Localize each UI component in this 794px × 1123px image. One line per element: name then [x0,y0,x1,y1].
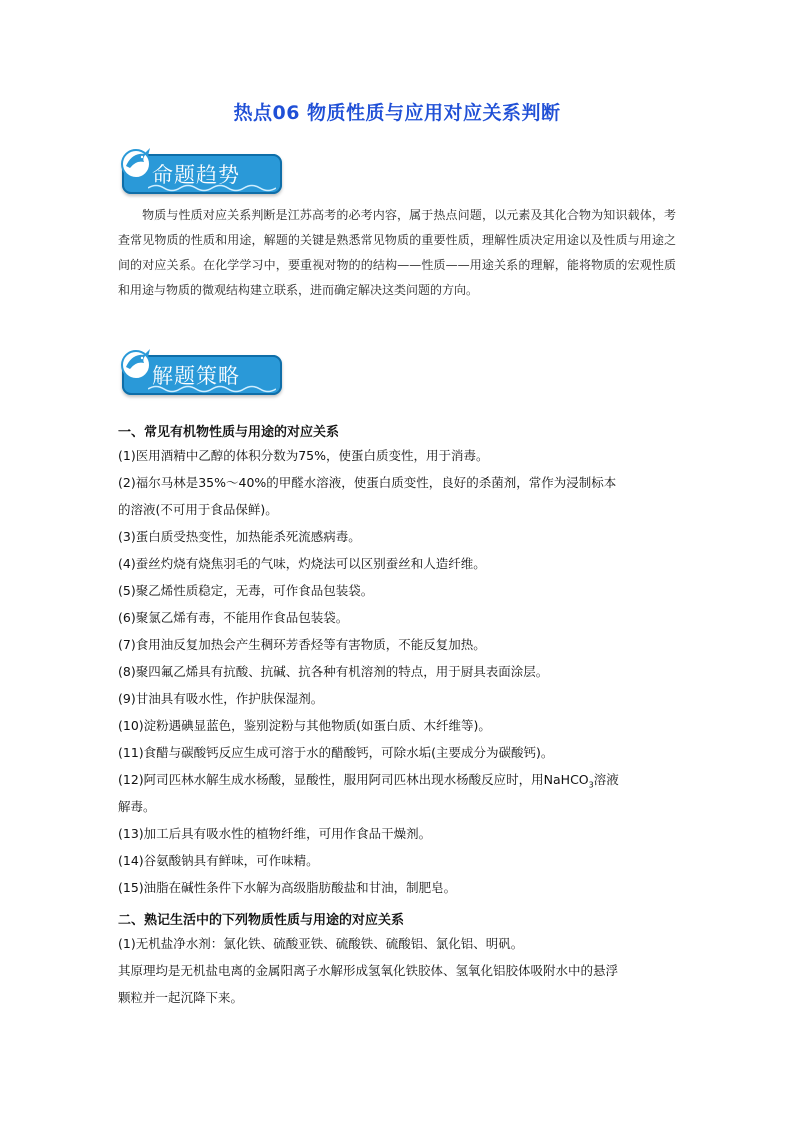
dolphin-icon [118,142,158,182]
list-item: (8)聚四氟乙烯具有抗酸、抗碱、抗各种有机溶剂的特点，用于厨具表面涂层。 [118,664,549,679]
section1-heading: 一、常见有机物性质与用途的对应关系 [118,425,340,440]
list-item: (4)蚕丝灼烧有烧焦羽毛的气味，灼烧法可以区别蚕丝和人造纤维。 [118,556,486,571]
list-item: (3)蛋白质受热变性，加热能杀死流感病毒。 [118,529,361,544]
wave-decoration-icon [148,384,276,393]
list-item: (15)油脂在碱性条件下水解为高级脂肪酸盐和甘油，制肥皂。 [118,880,457,895]
list-item: (14)谷氨酸钠具有鲜味，可作味精。 [118,853,319,868]
dolphin-icon [118,343,158,383]
list-item: (2)福尔马林是35%～40%的甲醛水溶液，使蛋白质变性，良好的杀菌剂，常作为浸制标本 [118,475,617,490]
list-item: (13)加工后具有吸水性的植物纤维，可用作食品干燥剂。 [118,826,432,841]
list-item: (1)医用酒精中乙醇的体积分数为75%，使蛋白质变性，用于消毒。 [118,448,489,463]
list-item-tail: 溶液 [593,772,619,787]
wave-decoration-icon [148,183,276,192]
list-item: (1)无机盐净水剂：氯化铁、硫酸亚铁、硫酸铁、硫酸铝、氯化铝、明矾。 [118,936,524,951]
intro-paragraph [118,203,676,303]
list-item: (11)食醋与碳酸钙反应生成可溶于水的醋酸钙，可除水垢(主要成分为碳酸钙)。 [118,745,554,760]
list-item: 解毒。 [118,799,156,814]
section2-heading: 二、熟记生活中的下列物质性质与用途的对应关系 [118,913,405,928]
trend-banner [118,142,286,200]
strategy-banner [118,343,286,401]
list-item: 的溶液(不可用于食品保鲜)。 [118,502,278,517]
list-item: (5)聚乙烯性质稳定，无毒，可作食品包装袋。 [118,583,374,598]
list-item: 颗粒并一起沉降下来。 [118,990,244,1005]
banner-label: 解题策略 [152,364,240,388]
banner-label: 命题趋势 [152,163,240,187]
list-item: 其原理均是无机盐电离的金属阳离子水解形成氢氧化铁胶体、氢氧化铝胶体吸附水中的悬浮 [118,963,619,978]
subscript: 3 [588,780,594,790]
list-item: (7)食用油反复加热会产生稠环芳香烃等有害物质，不能反复加热。 [118,637,486,652]
list-item: (6)聚氯乙烯有毒，不能用作食品包装袋。 [118,610,349,625]
list-item: (10)淀粉遇碘显蓝色，鉴别淀粉与其他物质(如蛋白质、木纤维等)。 [118,718,491,733]
intro-text: 物质与性质对应关系判断是江苏高考的必考内容，属于热点问题，以元素及其化合物为知识载体，考查常见物质的性质和用途，解题的关键是熟悉常见物质的重要性质，理解性质决定用途以及性质与用途之间的对应关系。在化学学习中，要重视对物的的结构——性质——用途关系的理解，能将物质的宏观性质和用途与物质的微观结构建立联系，进而确定解决这类问题的方向。 [118,208,676,297]
list-item-text: (12)阿司匹林水解生成水杨酸，显酸性，服用阿司匹林出现水杨酸反应时，用NaHCO [118,772,589,787]
list-item: (9)甘油具有吸水性，作护肤保湿剂。 [118,691,324,706]
page-title: 热点06 物质性质与应用对应关系判断 [233,102,561,124]
